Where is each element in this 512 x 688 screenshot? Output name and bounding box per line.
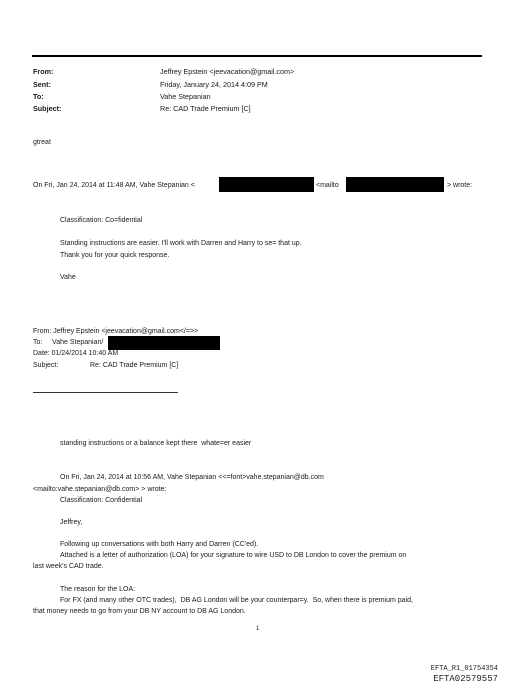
to-label: To: xyxy=(33,92,44,101)
quote2-from: From: Jeffrey Epstein <jeevacation@gmail.com</=>> xyxy=(33,328,199,335)
redaction-block xyxy=(219,177,314,192)
quote1-line2: Thank you for your quick response. xyxy=(60,252,170,259)
from-value: Jeffrey Epstein <jeevacation@gmail.com> xyxy=(160,67,295,76)
subject-value: Re: CAD Trade Premium [C] xyxy=(160,104,251,113)
quote3-para2b: last week's CAD trade. xyxy=(33,563,104,570)
quote3-para3a: For FX (and many other OTC trades), DB AG London will be your counterpar=y. So, when there is premium paid, xyxy=(60,597,413,604)
quote2-subject-label: Subject: xyxy=(33,362,59,369)
top-rule xyxy=(32,55,482,57)
separator-line xyxy=(33,392,178,393)
quote3-para1: Following up conversations with both Harry and Darren (CC'ed). xyxy=(60,541,259,548)
quote1-line1: Standing instructions are easier. I'll work with Darren and Harry to se= that up. xyxy=(60,240,302,247)
quote2-to: To: Vahe Stepanian/ xyxy=(33,339,104,346)
quote1-intro: On Fri, Jan 24, 2014 at 11:48 AM, Vahe Stepanian < xyxy=(33,182,195,189)
quote1-classification: Classification: Co=fidential xyxy=(60,217,143,224)
quote2-body: standing instructions or a balance kept there whate=er easier xyxy=(60,440,252,447)
quote3-mailto: <mailto:vahe.stepanian@db.com> > wrote: xyxy=(33,486,167,493)
quote2-subject-value: Re: CAD Trade Premium [C] xyxy=(90,362,179,369)
quote3-classification: Classification: Confidential xyxy=(60,497,143,504)
quote3-para3b: that money needs to go from your DB NY account to DB AG London. xyxy=(33,608,246,615)
footer-id-primary: EFTA_R1_01754354 xyxy=(430,665,498,673)
quote3-greeting: Jeffrey, xyxy=(60,519,83,526)
quote1-wrote: > wrote: xyxy=(447,182,473,189)
reply-body: gtreat xyxy=(33,139,51,146)
quote3-para2a: Attached is a letter of authorization (LOA) for your signature to wire USD to DB London to cover the premium on xyxy=(60,552,407,559)
redaction-block xyxy=(108,336,220,350)
redaction-block xyxy=(346,177,444,192)
sent-value: Friday, January 24, 2014 4:09 PM xyxy=(160,80,268,89)
quote3-intro: On Fri, Jan 24, 2014 at 10:56 AM, Vahe Stepanian <<=font>vahe.stepanian@db.com xyxy=(60,474,324,481)
sent-label: Sent: xyxy=(33,80,51,89)
to-value: Vahe Stepanian xyxy=(160,92,211,101)
from-label: From: xyxy=(33,67,54,76)
quote1-mailto: <mailto xyxy=(316,182,339,189)
page-number: 1 xyxy=(256,626,260,632)
quote3-reason: The reason for the LOA: xyxy=(60,586,136,593)
quote2-date: Date: 01/24/2014 10:40 AM xyxy=(33,350,119,357)
footer-id-secondary: EFTA02579557 xyxy=(433,674,498,684)
quote1-signoff: Vahe xyxy=(60,274,76,281)
subject-label: Subject: xyxy=(33,104,62,113)
